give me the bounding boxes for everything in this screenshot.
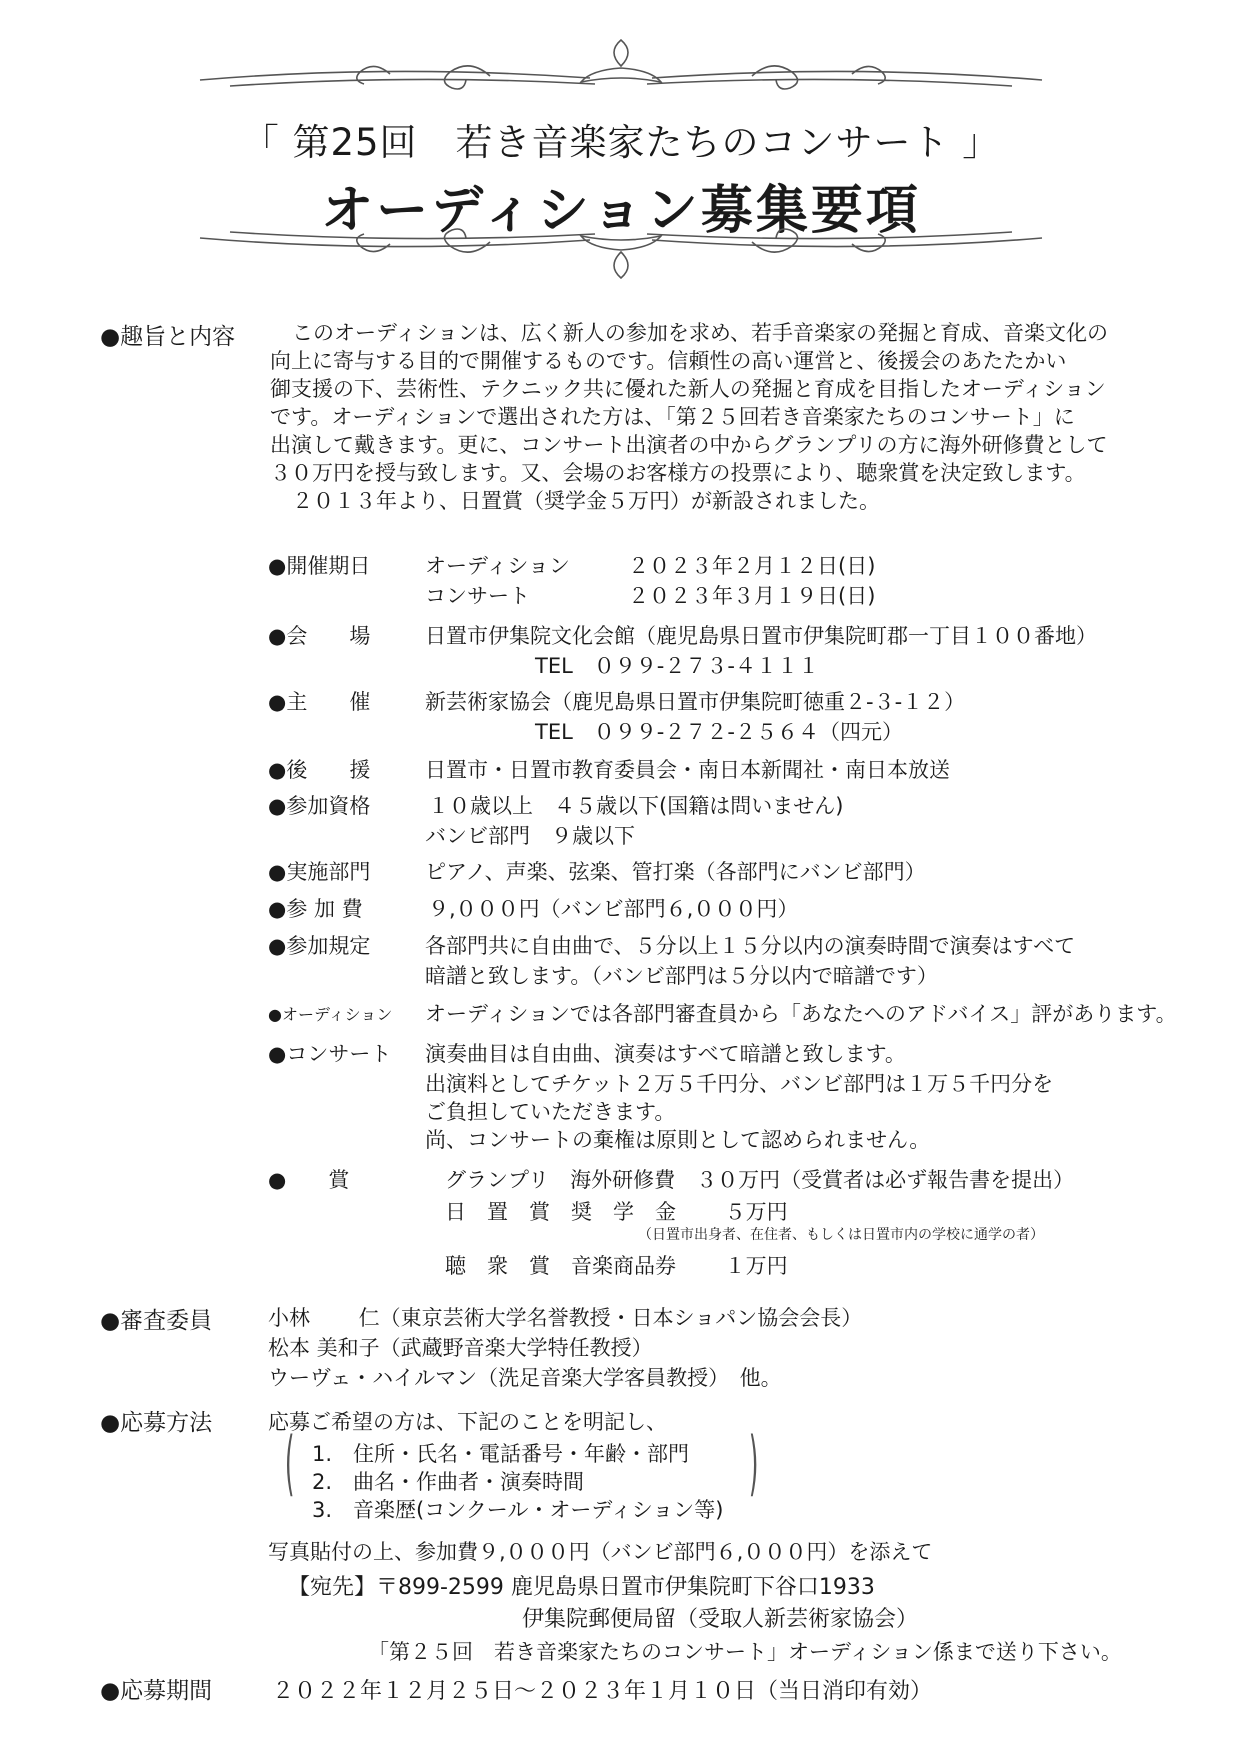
purpose-line-7: ２０１３年より、日置賞（奨学金５万円）が新設されました。 [292, 489, 880, 513]
audition-note: オーディションでは各部門審査員から「あなたへのアドバイス」評があります。 [425, 1002, 1177, 1026]
period-value: ２０２２年１２月２５日～２０２３年１月１０日（当日消印有効） [272, 1679, 933, 1704]
audition-label: オーディション [425, 554, 570, 578]
page-title: オーディション募集要項 [321, 180, 921, 241]
concert-title: 「 第25回 若き音楽家たちのコンサート 」 [241, 121, 1001, 164]
judge-1: 小林 仁（東京芸術大学名誉教授・日本ショパン協会会長） [268, 1306, 863, 1330]
audition-date: ２０２３年２月１２日(日) [628, 554, 876, 578]
fee: ９,０００円（バンビ部門６,０００円） [428, 897, 799, 921]
venue-label: ●会 場 [268, 624, 371, 648]
rules-line-2: 暗譜と致します。（バンビ部門は５分以内で暗譜です） [425, 964, 938, 988]
top-ornament [190, 34, 1052, 104]
apply-item-2: 2. 曲名・作曲者・演奏時間 [312, 1470, 585, 1494]
prize-label: ● 賞 [268, 1168, 350, 1192]
apply-address: 【宛先】〒899-2599 鹿児島県日置市伊集院町下谷口1933 [288, 1575, 875, 1600]
divisions: ピアノ、声楽、弦楽、管打楽（各部門にバンビ部門） [425, 860, 926, 884]
purpose-line-5: 出演して戴きます。更に、コンサート出演者の中からグランプリの方に海外研修費として [270, 433, 1108, 457]
apply-item-1: 1. 住所・氏名・電話番号・年齢・部門 [312, 1442, 690, 1466]
concert-note-4: 尚、コンサートの棄権は原則として認められません。 [425, 1128, 931, 1152]
rules-label: ●参加規定 [268, 934, 371, 958]
apply-intro: 応募ご希望の方は、下記のことを明記し、 [268, 1410, 667, 1434]
prize-hioki: 日 置 賞 奨 学 金 ５万円 [445, 1200, 788, 1224]
purpose-label: ●趣旨と内容 [100, 324, 236, 350]
judges-label: ●審査委員 [100, 1308, 213, 1334]
support-label: ●後 援 [268, 758, 371, 782]
judge-3: ウーヴェ・ハイルマン（洗足音楽大学客員教授） 他。 [268, 1366, 782, 1390]
rules-line-1: 各部門共に自由曲で、５分以上１５分以内の演奏時間で演奏はすべて [425, 934, 1076, 958]
purpose-line-6: ３０万円を授与致します。又、会場のお客様方の投票により、聴衆賞を決定致します。 [270, 461, 1086, 485]
concert-note-2: 出演料としてチケット２万５千円分、バンビ部門は１万５千円分を [425, 1072, 1054, 1096]
concert-label: コンサート [425, 584, 530, 608]
dates-label: ●開催期日 [268, 554, 371, 578]
venue: 日置市伊集院文化会館（鹿児島県日置市伊集院町郡一丁目１００番地） [425, 624, 1097, 648]
right-bracket: ) [748, 1422, 759, 1504]
eligibility-label: ●参加資格 [268, 794, 371, 818]
divisions-label: ●実施部門 [268, 860, 371, 884]
eligibility-age: １０歳以上 ４５歳以下(国籍は問いません) [428, 794, 844, 818]
concert-note-3: ご負担していただきます。 [425, 1100, 676, 1124]
purpose-line-4: です。オーディションで選出された方は、「第２５回若き音楽家たちのコンサート」に [270, 405, 1075, 429]
purpose-line-2: 向上に寄与する目的で開催するものです。信頼性の高い運営と、後援会のあたたかい [270, 349, 1067, 373]
prize-audience: 聴 衆 賞 音楽商品券 １万円 [445, 1254, 788, 1278]
concert-note-label: ●コンサート [268, 1042, 392, 1066]
apply-send-to: 「第２５回 若き音楽家たちのコンサート」オーディション係まで送り下さい。 [368, 1640, 1122, 1664]
prize-grand-prix: グランプリ 海外研修費 ３０万円（受賞者は必ず報告書を提出） [445, 1168, 1075, 1192]
left-bracket: ( [284, 1422, 295, 1504]
purpose-line-3: 御支援の下、芸術性、テクニック共に優れた新人の発掘と育成を目指したオーディション [270, 377, 1106, 401]
apply-photo: 写真貼付の上、参加費９,０００円（バンビ部門６,０００円）を添えて [268, 1540, 933, 1564]
support: 日置市・日置市教育委員会・南日本新聞社・南日本放送 [425, 758, 950, 782]
audition-note-label: ●オーディション [268, 1005, 393, 1024]
eligibility-bambi: バンビ部門 ９歳以下 [425, 824, 635, 848]
host: 新芸術家協会（鹿児島県日置市伊集院町徳重２-３-１２） [425, 690, 966, 714]
period-label: ●応募期間 [100, 1678, 213, 1704]
prize-hioki-note: （日置市出身者、在住者、もしくは日置市内の学校に通学の者） [638, 1227, 1044, 1243]
apply-item-3: 3. 音楽歴(コンクール・オーディション等) [312, 1498, 724, 1522]
host-label: ●主 催 [268, 690, 371, 714]
venue-tel: TEL ０９９-２７３-４１１１ [535, 654, 819, 678]
concert-note-1: 演奏曲目は自由曲、演奏はすべて暗譜と致します。 [425, 1042, 906, 1066]
host-tel: TEL ０９９-２７２-２５６４（四元） [535, 720, 903, 744]
concert-date: ２０２３年３月１９日(日) [628, 584, 876, 608]
purpose-line-1: このオーディションは、広く新人の参加を求め、若手音楽家の発掘と育成、音楽文化の [292, 321, 1109, 345]
judge-2: 松本 美和子（武蔵野音楽大学特任教授） [268, 1336, 653, 1360]
apply-address-2: 伊集院郵便局留（受取人新芸術家協会） [522, 1607, 919, 1632]
bottom-ornament [190, 214, 1052, 284]
apply-label: ●応募方法 [100, 1410, 213, 1436]
fee-label: ●参 加 費 [268, 897, 363, 921]
